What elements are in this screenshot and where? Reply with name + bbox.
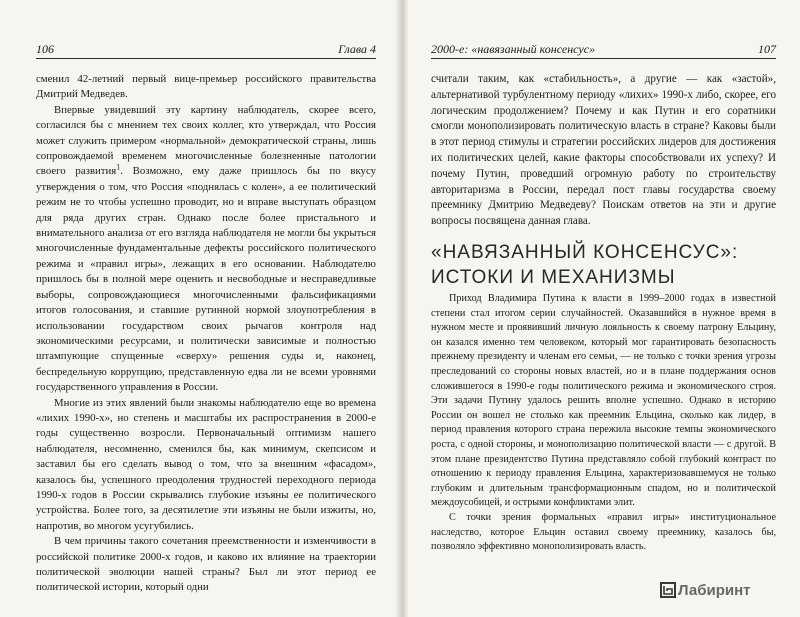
paragraph: С точки зрения формальных «правил игры» институциональное наследство, которое Ельцин оставил своему преемнику, казалось бы, позволяло эффективно монополизировать власть. [431,511,776,553]
page-body-left [36,72,376,596]
paragraph: считали таким, как «стабильность», а другие — как «застой», альтернативой турбулентному периоду «лихих» 1990-х либо, скорее, его логическим продолжением? Почему и как Путин и его соратники смогли монополизировать политическую власть в стране? Каковы были в этот период стимулы и стратегии российских лидеров для достижения их политических целей, какие факторы способствовали их успеху? И почему Путин, проведший огромную работу по строительству авторитаризма в России, передал пост главы государства своему преемнику Дмитрию Медведеву? Поискам ответов на эти и другие вопросы посвящена данная глава. [431,73,776,228]
paragraph: Многие из этих явлений были знакомы наблюдателю еще во времена «лихих 1990-х», но степень и масштабы их распространения в 2000-е годы существенно возросли. Первоначальный оптимизм нашего наблюдателя, несомненно, сменился бы, как минимум, скепсисом и заставил бы его сделать вывод о том, что за внешним «фасадом», казалось бы, успешного преодоления трудностей переходного периода 1990-х годов в России скрывались глубокие изъяны ее политического устройства. Более того, за десятилетие эти изъяны не были изжиты, но, напротив, во многом усугубились. [36,396,376,532]
labirint-logo-icon [660,582,676,598]
paragraph-text: . Возможно, ему даже пришлось бы по вкусу утверждения о том, что Россия «поднялась с колен», а ее политический режим не то чтобы успешно проводит, но и вправе выступать образцом для ряда других стран. Однако после более пристального и внимательного анализа от его взгляда наблюдателя не могли бы укрыться многочисленные фундаментальные дефекты российского политического режима и «правил игры», лежащих в его основании. Наблюдателю пришлось бы в полной мере оценить и несвободные и несправедливые выборы, сопровождающиеся многочисленными фальсификациями итогов голосования, и ставшие рутинной нормой злоупотребления в использовании государством своих рычагов контроля над экономическими ресурсами, и политически зависимые и полностью штампующие спущенные «сверху» решения суды и, наконец, беспредельную коррупцию, представленную едва ли не всеми уровнями государственного управления в России. [36,165,376,394]
running-head: Глава 4 [338,42,376,56]
running-head: 2000-е: «навязанный консенсус» [431,42,596,56]
page-body-right [431,292,776,555]
section-title [431,240,776,290]
section-title-line: «НАВЯЗАННЫЙ КОНСЕНСУС»: [431,242,739,263]
page-body-right-intro [431,72,776,230]
paragraph [36,103,376,396]
page-header-left [36,40,376,59]
paragraph: В чем причины такого сочетания преемственности и изменчивости в российской политике 2000-х годов, и каково их влияние на траектории политической эволюции нашей страны? Был ли этот период ее политической истории, который одни [36,535,376,594]
footnote-ref[interactable]: 1 [116,162,121,172]
left-page [0,0,396,617]
paragraph: Приход Владимира Путина к власти в 1999–2000 годах в известной степени стал итогом серии случайностей. Оказавшийся в нужное время в нужном месте и проявивший личную лояльность к своему патрону Ельцину, он казался именно тем человеком, который мог гарантировать безопасность прежнему президенту и членам его семьи, — не только с точки зрения угрозы преследований со стороны новых властей, но и в плане поддержания основ сложившегося в 1990-е годы политического режима и экономического строя. Эти задачи Путину удалось решить вполне успешно. Однако в историю России он вошел не столько как преемник Ельцина, сколько как лидер, в период правления которого страна пережила высокие темпы экономического роста, с одной стороны, и монополизацию политической власти — с другой. В этом плане президентство Путина представляло собой глубокий контраст по отношению к периоду правления Ельцина, характеризовавшемуся не только глубоким и длительным трансформационным спадом, но и политической междоусобицей, и острыми конфликтами элит. [431,293,776,509]
paragraph: сменил 42-летний первый вице-премьер российского правительства Дмитрий Медведев. [36,73,376,101]
book-gutter [395,0,409,617]
right-page [409,0,800,617]
watermark: Лабиринт [678,582,751,599]
section-title-line: ИСТОКИ И МЕХАНИЗМЫ [431,267,676,288]
page-number: 107 [758,42,776,56]
page-header-right [431,40,776,59]
page-number: 106 [36,42,54,56]
paragraph-text: Впервые увидевший эту картину наблюдатель, скорее всего, согласился бы с мнением тех своих коллег, кто утверждал, что Россия может служить примером «нормальной» демократической страны, лишь сопровождаемой временем многочисленные болезненные патологии своего развития [36,103,376,178]
